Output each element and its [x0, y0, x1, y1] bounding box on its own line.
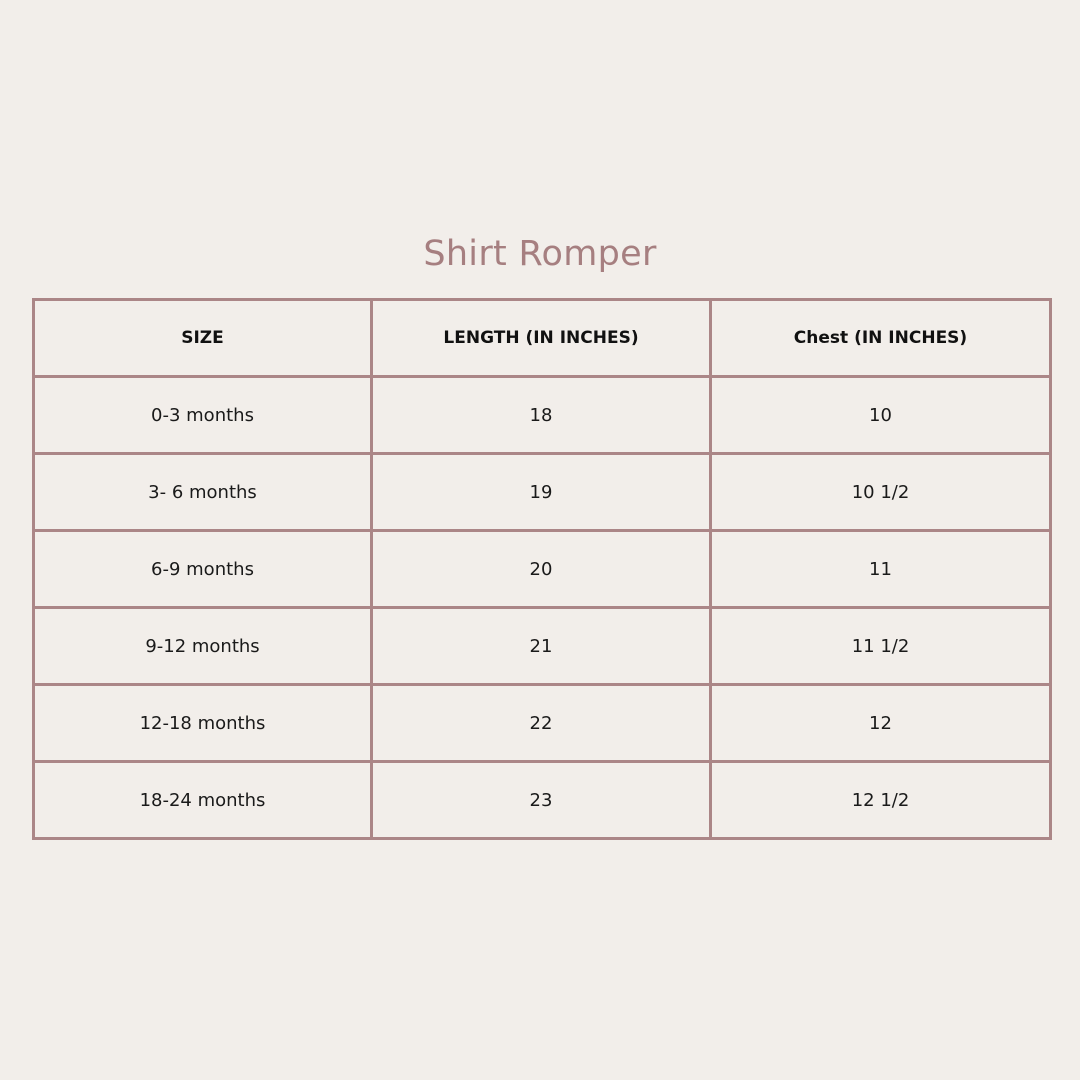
chest-cell: 11 [711, 531, 1051, 608]
table-row [34, 377, 1051, 454]
size-cell: 6-9 months [34, 531, 372, 608]
length-cell: 22 [372, 685, 711, 762]
table-row [34, 608, 1051, 685]
length-cell: 19 [372, 454, 711, 531]
size-cell: 12-18 months [34, 685, 372, 762]
header-row [34, 300, 1051, 377]
table-row [34, 762, 1051, 839]
length-cell: 23 [372, 762, 711, 839]
size-cell: 0-3 months [34, 377, 372, 454]
header-length: LENGTH (IN INCHES) [372, 300, 711, 377]
page-title: Shirt Romper [423, 234, 657, 274]
chest-cell: 11 1/2 [711, 608, 1051, 685]
length-cell: 20 [372, 531, 711, 608]
table-row [34, 685, 1051, 762]
size-cell: 3- 6 months [34, 454, 372, 531]
length-cell: 18 [372, 377, 711, 454]
chest-cell: 12 1/2 [711, 762, 1051, 839]
chest-cell: 10 [711, 377, 1051, 454]
header-size: SIZE [34, 300, 372, 377]
length-cell: 21 [372, 608, 711, 685]
size-chart-table [32, 298, 1052, 840]
header-chest: Chest (IN INCHES) [711, 300, 1051, 377]
chest-cell: 10 1/2 [711, 454, 1051, 531]
size-cell: 9-12 months [34, 608, 372, 685]
size-cell: 18-24 months [34, 762, 372, 839]
chest-cell: 12 [711, 685, 1051, 762]
table-row [34, 454, 1051, 531]
table-row [34, 531, 1051, 608]
